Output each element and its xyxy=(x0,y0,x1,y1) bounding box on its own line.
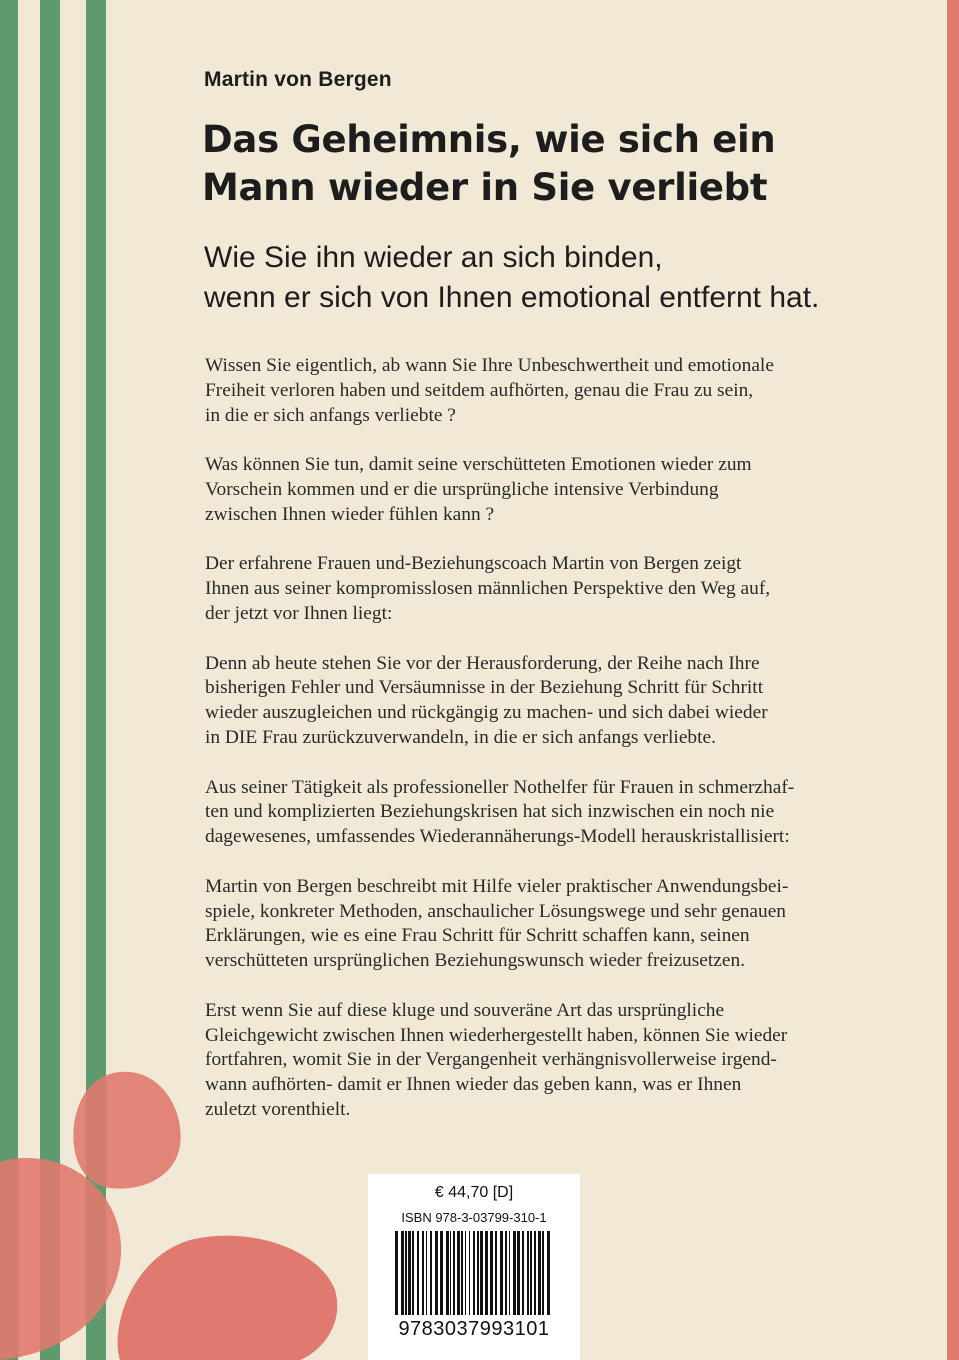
barcode-bar xyxy=(401,1231,404,1315)
blurb-paragraph: Der erfahrene Frauen und-Beziehungscoach Martin von Bergen zeigt Ihnen aus seiner kompromisslosen männlichen Perspektive den Weg auf, der jetzt vor Ihnen liegt: xyxy=(205,553,771,624)
barcode-bar xyxy=(505,1231,507,1315)
blurb-paragraph: Martin von Bergen beschreibt mit Hilfe vieler praktischer Anwendungsbei- spiele, konkreter Methoden, anschaulicher Lösungswege und sehr genauen Erklärungen, wie es eine Frau Schritt für Schritt schaffen kann, seinen verschütteten ursprünglichen Beziehungswunsch wieder freizusetzen. xyxy=(205,875,789,972)
title-line-2: Mann wieder in Sie verliebt xyxy=(202,166,768,209)
ean-number: 9783037993101 xyxy=(398,1318,550,1340)
barcode-graphic xyxy=(395,1231,553,1315)
barcode-bar xyxy=(435,1231,438,1315)
barcode-bar xyxy=(522,1231,524,1315)
price-label: € 44,70 [D] xyxy=(434,1184,514,1201)
barcode-bar xyxy=(453,1231,455,1315)
barcode-bar xyxy=(495,1231,497,1315)
barcode-bar xyxy=(530,1231,532,1315)
barcode-bar xyxy=(408,1231,411,1315)
barcode-bar xyxy=(500,1231,503,1315)
barcode-bar xyxy=(457,1231,460,1315)
barcode-bar xyxy=(446,1231,449,1315)
barcode-bar xyxy=(450,1231,451,1315)
barcode-bar xyxy=(465,1231,466,1315)
barcode-bar xyxy=(422,1231,424,1315)
blurb-paragraph: Denn ab heute stehen Sie vor der Herausforderung, der Reihe nach Ihre bisherigen Fehler und Versäumnisse in der Beziehung Schritt für Schritt wieder auszugleichen und rückgängig zu machen- und sich dabei wieder in DIE Frau zurückzuverwandeln, in die er sich anfangs verliebte. xyxy=(205,652,768,748)
barcode-bar xyxy=(440,1231,443,1315)
blurb-text xyxy=(205,354,860,1148)
blurb-paragraph: Wissen Sie eigentlich, ab wann Sie Ihre Unbeschwertheit und emotionale Freiheit verloren haben und seitdem aufhörten, genau die Frau zu sein, in die er sich anfangs verliebte ? xyxy=(205,355,774,426)
barcode-bar xyxy=(538,1231,541,1315)
barcode-bar xyxy=(534,1231,536,1315)
subtitle-line-2: wenn er sich von Ihnen emotional entfernt hat. xyxy=(204,281,820,314)
barcode-bar xyxy=(430,1231,432,1315)
barcode-bar xyxy=(527,1231,529,1315)
barcode-bar xyxy=(542,1231,544,1315)
barcode-bar xyxy=(473,1231,475,1315)
barcode-box xyxy=(368,1174,580,1360)
barcode-bar xyxy=(485,1231,488,1315)
red-blob-bottom xyxy=(118,1236,338,1360)
barcode-bar xyxy=(412,1231,414,1315)
isbn-label: ISBN 978-3-03799-310-1 xyxy=(401,1210,547,1225)
green-stripe-1 xyxy=(0,0,18,1360)
barcode-bar xyxy=(469,1231,470,1315)
barcode-bar xyxy=(477,1231,479,1315)
barcode-bar xyxy=(490,1231,493,1315)
barcode-bar xyxy=(395,1231,398,1315)
book-title xyxy=(202,116,902,212)
book-subtitle xyxy=(204,238,924,318)
barcode-bar xyxy=(509,1231,510,1315)
blurb-paragraph: Aus seiner Tätigkeit als professioneller Nothelfer für Frauen in schmerzhaf- ten und komplizierten Beziehungskrisen hat sich inzwischen ein noch nie dagewesenes, umfassendes Wiederannäherungs-Modell herauskristallisiert: xyxy=(205,776,795,848)
barcode-bar xyxy=(517,1231,520,1315)
green-stripe-2 xyxy=(40,0,60,1360)
barcode-bar xyxy=(547,1231,550,1315)
blurb-paragraph: Erst wenn Sie auf diese kluge und souveräne Art das ursprüngliche Gleichgewicht zwischen Ihnen wiederhergestellt haben, können Sie wieder fortfahren, womit Sie in der Vergangenheit verhängnisvollerweise irgend- wann aufhörten- damit er Ihnen wieder das geben kann, was er Ihnen zuletzt vorenthielt. xyxy=(205,999,788,1120)
barcode-bar xyxy=(417,1231,419,1315)
red-stripe-right xyxy=(947,0,959,1360)
title-line-1: Das Geheimnis, wie sich ein xyxy=(202,118,776,161)
blurb-paragraph: Was können Sie tun, damit seine verschütteten Emotionen wieder zum Vorschein kommen und er die ursprüngliche intensive Verbindung zwischen Ihnen wieder fühlen kann ? xyxy=(205,454,752,525)
subtitle-line-1: Wie Sie ihn wieder an sich binden, xyxy=(204,241,663,274)
barcode-bar xyxy=(513,1231,516,1315)
author-name: Martin von Bergen xyxy=(204,68,392,91)
barcode-bar xyxy=(480,1231,483,1315)
barcode-bar xyxy=(461,1231,463,1315)
barcode-bar xyxy=(426,1231,427,1315)
barcode-bar xyxy=(405,1231,407,1315)
red-blob-top xyxy=(73,1072,180,1189)
